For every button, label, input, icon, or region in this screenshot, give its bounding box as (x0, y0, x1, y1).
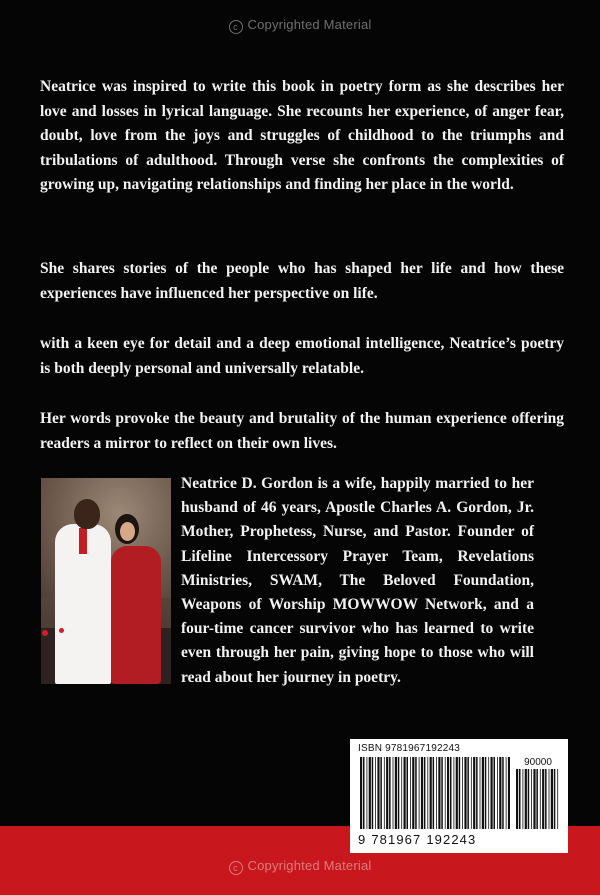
isbn-digits-group-2: 192243 (426, 832, 477, 847)
barcode-addon-number: 90000 (524, 757, 552, 768)
copyright-watermark-top (0, 17, 600, 34)
copyright-icon: c (229, 861, 243, 875)
isbn-digits (358, 832, 481, 847)
description-paragraph-4: Her words provoke the beauty and brutality of the human experience offering readers a mirror to reflect on their own lives. (40, 410, 564, 452)
copyright-watermark-bottom (0, 858, 600, 875)
isbn-barcode (350, 739, 568, 853)
isbn-digits-group-1: 781967 (371, 832, 422, 847)
description-paragraph-3: with a keen eye for detail and a deep emotional intelligence, Neatrice’s poetry is both deeply personal and universally relatable. (40, 335, 564, 377)
addon-barcode-bars (516, 769, 560, 829)
author-photo (41, 478, 171, 684)
author-bio: Neatrice D. Gordon is a wife, happily married to her husband of 46 years, Apostle Charles A. Gordon, Jr. Mother, Prophetess, Nurse, and Pastor. Founder of Lifeline Intercessory Prayer Team, Revelations Ministries, SWAM, The Beloved Foundation, Weapons of Worship MOWWOW Network, and a four-time cancer survivor who has learned to write even through her pain, giving hope to those who will read about her journey in poetry. (181, 475, 534, 686)
copyright-icon: c (229, 20, 243, 34)
isbn-digit-lead: 9 (358, 832, 367, 847)
watermark-text: Copyrighted Material (247, 17, 372, 32)
isbn-label: ISBN 9781967192243 (358, 743, 461, 754)
barcode-bars (360, 757, 510, 829)
description-paragraph-1: Neatrice was inspired to write this book in poetry form as she describes her love and losses in lyrical language. She recounts her experience, of anger fear, doubt, love from the joys and struggles of childhood to the triumphs and tribulations of adulthood. Through verse she confronts the complexities of growing up, navigating relationships and finding her place in the world. (40, 78, 564, 193)
watermark-text: Copyrighted Material (247, 858, 372, 873)
description-paragraph-2: She shares stories of the people who has shaped her life and how these experiences have influenced her perspective on life. (40, 260, 564, 302)
